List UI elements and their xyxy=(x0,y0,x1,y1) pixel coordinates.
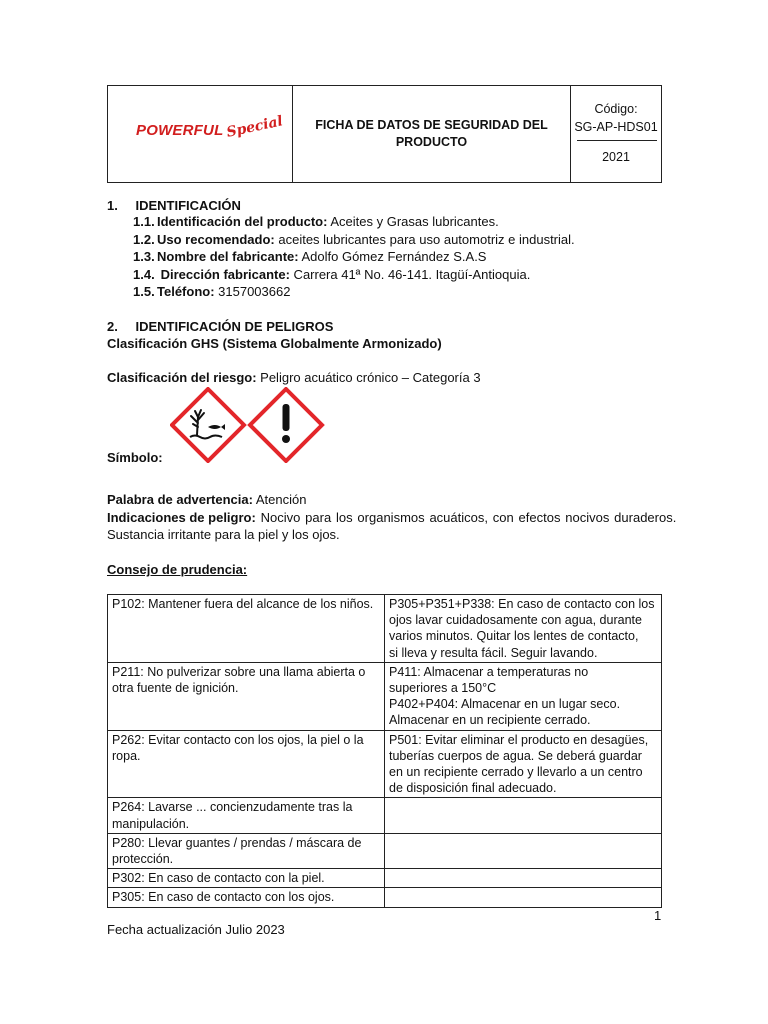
precaution-detail-cell xyxy=(385,869,662,888)
risk-label: Clasificación del riesgo: xyxy=(107,370,257,385)
item-number: 1.1. xyxy=(133,214,155,229)
brand-logo xyxy=(136,113,285,141)
precaution-detail-cell xyxy=(385,730,662,798)
hazard-pictograms xyxy=(170,387,328,463)
precaution-line: P305+P351+P338: En caso de contacto con los xyxy=(389,597,655,611)
precaution-line: P262: Evitar contacto con los ojos, la piel o la xyxy=(112,732,364,747)
precaution-line: si lleva y resulta fácil. Seguir lavando. xyxy=(389,645,598,660)
precaution-line: P305: En caso de contacto con los ojos. xyxy=(112,890,335,905)
item-value: Adolfo Gómez Fernández S.A.S xyxy=(298,249,487,264)
section2-title: IDENTIFICACIÓN DE PELIGROS xyxy=(135,319,334,334)
item-value: Aceites y Grasas lubricantes. xyxy=(327,214,499,229)
precaution-line: otra fuente de ignición. xyxy=(112,681,239,696)
precaution-line: P411: Almacenar a temperaturas no xyxy=(389,664,589,679)
section1-number: 1. xyxy=(107,198,118,213)
ghs-classification: Clasificación GHS (Sistema Globalmente Armonizado) xyxy=(107,336,442,351)
item-label: Identificación del producto: xyxy=(157,214,328,229)
code-cell xyxy=(571,86,661,182)
hazard-statements-continued: Sustancia irritante para la piel y los ojos. xyxy=(107,527,340,542)
item-number: 1.2. xyxy=(133,232,155,247)
precaution-line: P211: No pulverizar sobre una llama abierta o xyxy=(112,664,366,679)
warning-label: Palabra de advertencia: xyxy=(107,492,253,507)
code-label: Código: xyxy=(594,102,638,116)
precaution-line: varios minutos. Quitar los lentes de contacto, xyxy=(389,629,639,644)
precaution-detail-cell xyxy=(385,595,662,663)
table-row xyxy=(108,869,662,888)
item-number: 1.5. xyxy=(133,284,155,299)
precaution-line: ropa. xyxy=(112,748,141,763)
item-label: Uso recomendado: xyxy=(157,232,275,247)
section1-title: IDENTIFICACIÓN xyxy=(135,198,241,213)
table-row xyxy=(108,730,662,798)
item-value: 3157003662 xyxy=(214,284,291,299)
item-label: Dirección fabricante: xyxy=(157,267,290,282)
hazard-value: Nocivo para los organismos acuáticos, con efectos nocivos duraderos. xyxy=(255,510,677,525)
identification-item xyxy=(133,249,486,264)
exclamation-hazard-icon xyxy=(250,389,322,461)
warning-word xyxy=(107,492,306,507)
header-year: 2021 xyxy=(602,150,630,164)
precaution-line: Almacenar en un recipiente cerrado. xyxy=(389,713,591,728)
precaution-line: ojos lavar cuidadosamente con agua, durante xyxy=(389,613,642,628)
item-number: 1.3. xyxy=(133,249,155,264)
precaution-detail-cell xyxy=(385,833,662,868)
identification-item xyxy=(133,267,530,282)
section1-heading xyxy=(107,198,241,213)
item-label: Nombre del fabricante: xyxy=(157,249,299,264)
item-value: aceites lubricantes para uso automotriz e industrial. xyxy=(274,232,575,247)
table-row xyxy=(108,888,662,907)
item-number: 1.4. xyxy=(133,267,155,282)
precaution-line: manipulación. xyxy=(112,816,190,831)
precaution-detail-cell xyxy=(385,798,662,833)
table-row xyxy=(108,798,662,833)
table-row xyxy=(108,595,662,663)
precaution-line: P501: Evitar eliminar el producto en desagües, xyxy=(389,732,649,747)
item-label: Teléfono: xyxy=(157,284,215,299)
logo-main-text: POWERFUL xyxy=(136,122,224,139)
logo-script-text: Special xyxy=(225,113,285,141)
precaution-line: de disposición final adecuado. xyxy=(389,781,557,796)
prudence-heading: Consejo de prudencia: xyxy=(107,562,248,577)
precaution-line: P280: Llevar guantes / prendas / máscara de xyxy=(112,835,362,850)
precaution-cell xyxy=(108,595,385,663)
precaution-cell xyxy=(108,833,385,868)
precaution-line: protección. xyxy=(112,852,174,867)
page-number: 1 xyxy=(654,908,662,923)
hazard-statements xyxy=(107,510,677,525)
precaution-line: superiores a 150°C xyxy=(389,681,497,696)
identification-item xyxy=(133,214,499,229)
precaution-detail-cell xyxy=(385,888,662,907)
precaution-line: P102: Mantener fuera del alcance de los niños. xyxy=(112,597,374,611)
precaution-cell xyxy=(108,662,385,730)
document-title: FICHA DE DATOS DE SEGURIDAD DEL PRODUCTO xyxy=(293,86,571,182)
symbol-label: Símbolo: xyxy=(107,450,163,465)
risk-classification xyxy=(107,370,481,385)
precaution-line: tuberías cuerpos de agua. Se deberá guardar xyxy=(389,748,642,763)
precaution-line: P302: En caso de contacto con la piel. xyxy=(112,871,325,886)
table-row xyxy=(108,662,662,730)
code-value: SG-AP-HDS01 xyxy=(574,120,658,134)
precaution-cell xyxy=(108,798,385,833)
hazard-label: Indicaciones de peligro: xyxy=(107,510,256,525)
precaution-cell xyxy=(108,869,385,888)
environment-hazard-icon xyxy=(172,389,244,461)
risk-value: Peligro acuático crónico – Categoría 3 xyxy=(256,370,481,385)
precaution-line: P402+P404: Almacenar en un lugar seco. xyxy=(389,697,621,712)
precaution-line: P264: Lavarse ... concienzudamente tras la xyxy=(112,800,353,815)
identification-item xyxy=(133,284,290,299)
table-row xyxy=(108,833,662,868)
code-divider xyxy=(577,140,657,141)
header-table xyxy=(107,85,662,183)
identification-item xyxy=(133,232,575,247)
precaution-detail-cell xyxy=(385,662,662,730)
precautions-table xyxy=(107,594,662,908)
section2-heading xyxy=(107,319,333,334)
section2-number: 2. xyxy=(107,319,118,334)
precaution-cell xyxy=(108,730,385,798)
warning-value: Atención xyxy=(252,492,307,507)
update-date: Fecha actualización Julio 2023 xyxy=(107,922,285,937)
logo-cell xyxy=(108,86,293,182)
precaution-cell xyxy=(108,888,385,907)
precaution-line: en un recipiente cerrado y llevarlo a un centro xyxy=(389,765,643,780)
item-value: Carrera 41ª No. 46-141. Itagüí-Antioquia. xyxy=(289,267,531,282)
